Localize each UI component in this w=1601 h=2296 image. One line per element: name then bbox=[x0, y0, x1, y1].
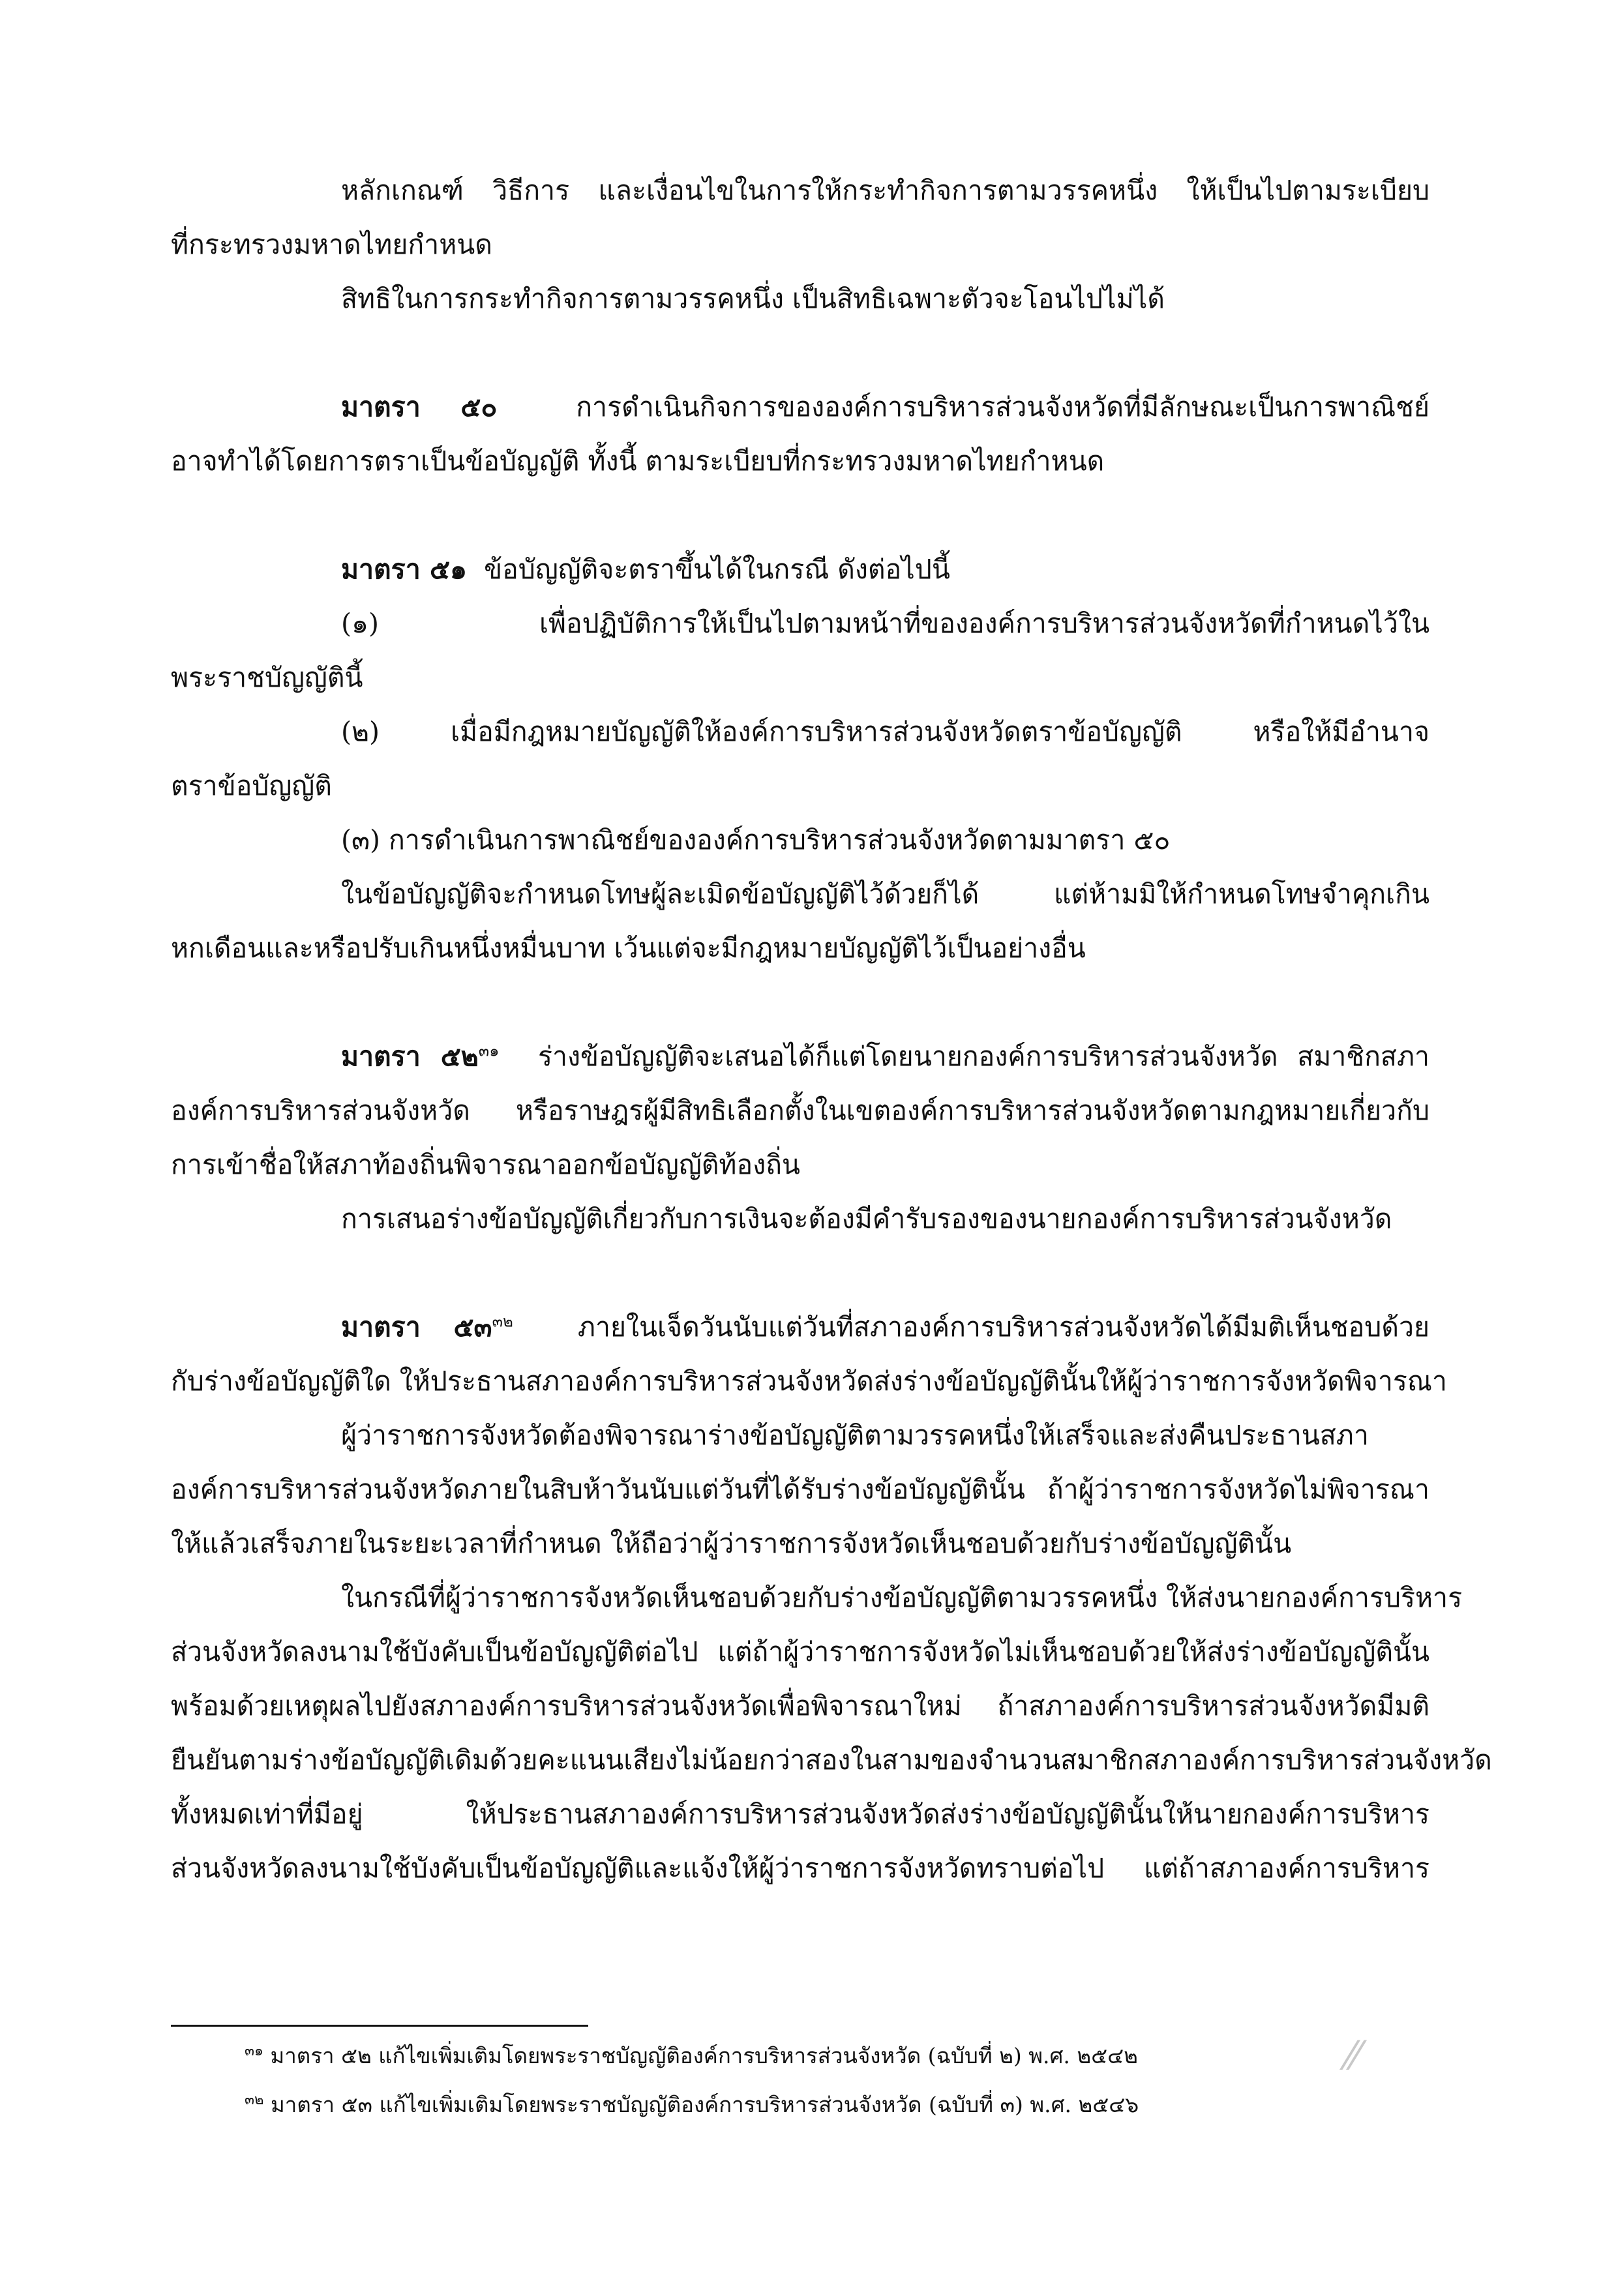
paragraph-line: การเข้าชื่อให้สภาท้องถิ่นพิจารณาออกข้อบัญญัติท้องถิ่น bbox=[171, 1149, 800, 1180]
paragraph-line: ให้แล้วเสร็จภายในระยะเวลาที่กำหนด ให้ถือว่าผู้ว่าราชการจังหวัดเห็นชอบด้วยกับร่างข้อบัญญัตินั้น bbox=[171, 1528, 1292, 1559]
section-53-line bbox=[341, 1307, 1429, 1347]
paragraph-line: การเสนอร่างข้อบัญญัติเกี่ยวกับการเงินจะต้องมีคำรับรองของนายกองค์การบริหารส่วนจังหวัด bbox=[341, 1203, 1392, 1234]
footnote-number: ๓๒ bbox=[245, 2092, 264, 2108]
paragraph-line: หกเดือนและหรือปรับเกินหนึ่งหมื่นบาท เว้นแต่จะมีกฎหมายบัญญัติไว้เป็นอย่างอื่น bbox=[171, 932, 1086, 964]
paragraph-line: ส่วนจังหวัดลงนามใช้บังคับเป็นข้อบัญญัติต่อไป แต่ถ้าผู้ว่าราชการจังหวัดไม่เห็นชอบด้วยให้ส่งร่างข้อบัญญัตินั้น bbox=[171, 1636, 1429, 1667]
paragraph-line: กับร่างข้อบัญญัติใด ให้ประธานสภาองค์การบริหารส่วนจังหวัดส่งร่างข้อบัญญัตินั้นให้ผู้ว่าราชการจังหวัดพิจารณา bbox=[171, 1365, 1447, 1397]
paragraph-line: องค์การบริหารส่วนจังหวัดภายในสิบห้าวันนับแต่วันที่ได้รับร่างข้อบัญญัตินั้น ถ้าผู้ว่าราชการจังหวัดไม่พิจารณา bbox=[171, 1474, 1429, 1505]
section-51-text: ข้อบัญญัติจะตราขึ้นได้ในกรณี ดังต่อไปนี้ bbox=[484, 554, 950, 585]
list-item-line: (๒) เมื่อมีกฎหมายบัญญัติให้องค์การบริหารส่วนจังหวัดตราข้อบัญญัติ หรือให้มีอำนาจ bbox=[341, 716, 1429, 747]
paragraph-line: ที่กระทรวงมหาดไทยกำหนด bbox=[171, 229, 492, 260]
footnote-divider bbox=[171, 2025, 588, 2027]
section-51-label: มาตรา ๕๑ bbox=[341, 554, 468, 585]
list-item-line: (๓) การดำเนินการพาณิชย์ขององค์การบริหารส่วนจังหวัดตามมาตรา ๕๐ bbox=[341, 824, 1171, 856]
paragraph-line: ทั้งหมดเท่าที่มีอยู่ ให้ประธานสภาองค์การบริหารส่วนจังหวัดส่งร่างข้อบัญญัตินั้นให้นายกองค์การบริหาร bbox=[171, 1798, 1429, 1830]
section-53-label: มาตรา ๕๓ bbox=[341, 1311, 492, 1343]
section-50-label: มาตรา ๕๐ bbox=[341, 391, 498, 423]
list-item-line: (๑) เพื่อปฏิบัติการให้เป็นไปตามหน้าที่ขององค์การบริหารส่วนจังหวัดที่กำหนดไว้ใน bbox=[341, 608, 1429, 639]
footnote-1 bbox=[245, 2040, 1138, 2072]
paragraph-line: ในข้อบัญญัติจะกำหนดโทษผู้ละเมิดข้อบัญญัติไว้ด้วยก็ได้ แต่ห้ามมิให้กำหนดโทษจำคุกเกิน bbox=[341, 878, 1429, 910]
paragraph-line: ในกรณีที่ผู้ว่าราชการจังหวัดเห็นชอบด้วยกับร่างข้อบัญญัติตามวรรคหนึ่ง ให้ส่งนายกองค์การบริหาร bbox=[341, 1582, 1463, 1613]
paragraph-line: ส่วนจังหวัดลงนามใช้บังคับเป็นข้อบัญญัติและแจ้งให้ผู้ว่าราชการจังหวัดทราบต่อไป แต่ถ้าสภาองค์การบริหาร bbox=[171, 1853, 1429, 1884]
paragraph-line: ผู้ว่าราชการจังหวัดต้องพิจารณาร่างข้อบัญญัติตามวรรคหนึ่งให้เสร็จและส่งคืนประธานสภา bbox=[341, 1420, 1369, 1451]
paragraph-line: พร้อมด้วยเหตุผลไปยังสภาองค์การบริหารส่วนจังหวัดเพื่อพิจารณาใหม่ ถ้าสภาองค์การบริหารส่วนจังหวัดมีมติ bbox=[171, 1690, 1429, 1722]
paragraph-line: อาจทำได้โดยการตราเป็นข้อบัญญัติ ทั้งนี้ ตามระเบียบที่กระทรวงมหาดไทยกำหนด bbox=[171, 445, 1105, 477]
section-50-line bbox=[341, 387, 1429, 426]
section-51-line bbox=[341, 550, 1429, 589]
footnote-ref: ๓๑ bbox=[478, 1041, 500, 1060]
footnote-text: มาตรา ๕๓ แก้ไขเพิ่มเติมโดยพระราชบัญญัติองค์การบริหารส่วนจังหวัด (ฉบับที่ ๓) พ.ศ. ๒๕๔๖ bbox=[271, 2092, 1139, 2117]
paragraph-line: หลักเกณฑ์ วิธีการ และเงื่อนไขในการให้กระทำกิจการตามวรรคหนึ่ง ให้เป็นไปตามระเบียบ bbox=[341, 175, 1429, 206]
footnote-ref: ๓๒ bbox=[492, 1312, 513, 1331]
footnote-2 bbox=[245, 2089, 1139, 2121]
pencil-mark-icon: ⁄⁄ bbox=[1347, 2033, 1360, 2079]
footnote-text: มาตรา ๕๒ แก้ไขเพิ่มเติมโดยพระราชบัญญัติองค์การบริหารส่วนจังหวัด (ฉบับที่ ๒) พ.ศ. ๒๕๔๒ bbox=[270, 2043, 1138, 2068]
section-53-text: ภายในเจ็ดวันนับแต่วันที่สภาองค์การบริหารส่วนจังหวัดได้มีมติเห็นชอบด้วย bbox=[577, 1311, 1429, 1343]
section-52-label: มาตรา ๕๒ bbox=[341, 1041, 479, 1072]
paragraph-line: สิทธิในการกระทำกิจการตามวรรคหนึ่ง เป็นสิทธิเฉพาะตัวจะโอนไปไม่ได้ bbox=[341, 283, 1165, 314]
footnote-number: ๓๑ bbox=[245, 2043, 264, 2059]
section-52-line bbox=[341, 1037, 1429, 1076]
paragraph-line: องค์การบริหารส่วนจังหวัด หรือราษฎรผู้มีสิทธิเลือกตั้งในเขตองค์การบริหารส่วนจังหวัดตามกฎหมายเกี่ยวกับ bbox=[171, 1095, 1429, 1126]
list-item-line: พระราชบัญญัตินี้ bbox=[171, 662, 363, 693]
section-52-text: ร่างข้อบัญญัติจะเสนอได้ก็แต่โดยนายกองค์การบริหารส่วนจังหวัด สมาชิกสภา bbox=[537, 1041, 1429, 1072]
section-50-text: การดำเนินกิจการขององค์การบริหารส่วนจังหวัดที่มีลักษณะเป็นการพาณิชย์ bbox=[576, 391, 1429, 423]
paragraph-line: ยืนยันตามร่างข้อบัญญัติเดิมด้วยคะแนนเสียงไม่น้อยกว่าสองในสามของจำนวนสมาชิกสภาองค์การบริหารส่วนจังหวัด bbox=[171, 1744, 1492, 1776]
list-item-line: ตราข้อบัญญัติ bbox=[171, 770, 332, 801]
